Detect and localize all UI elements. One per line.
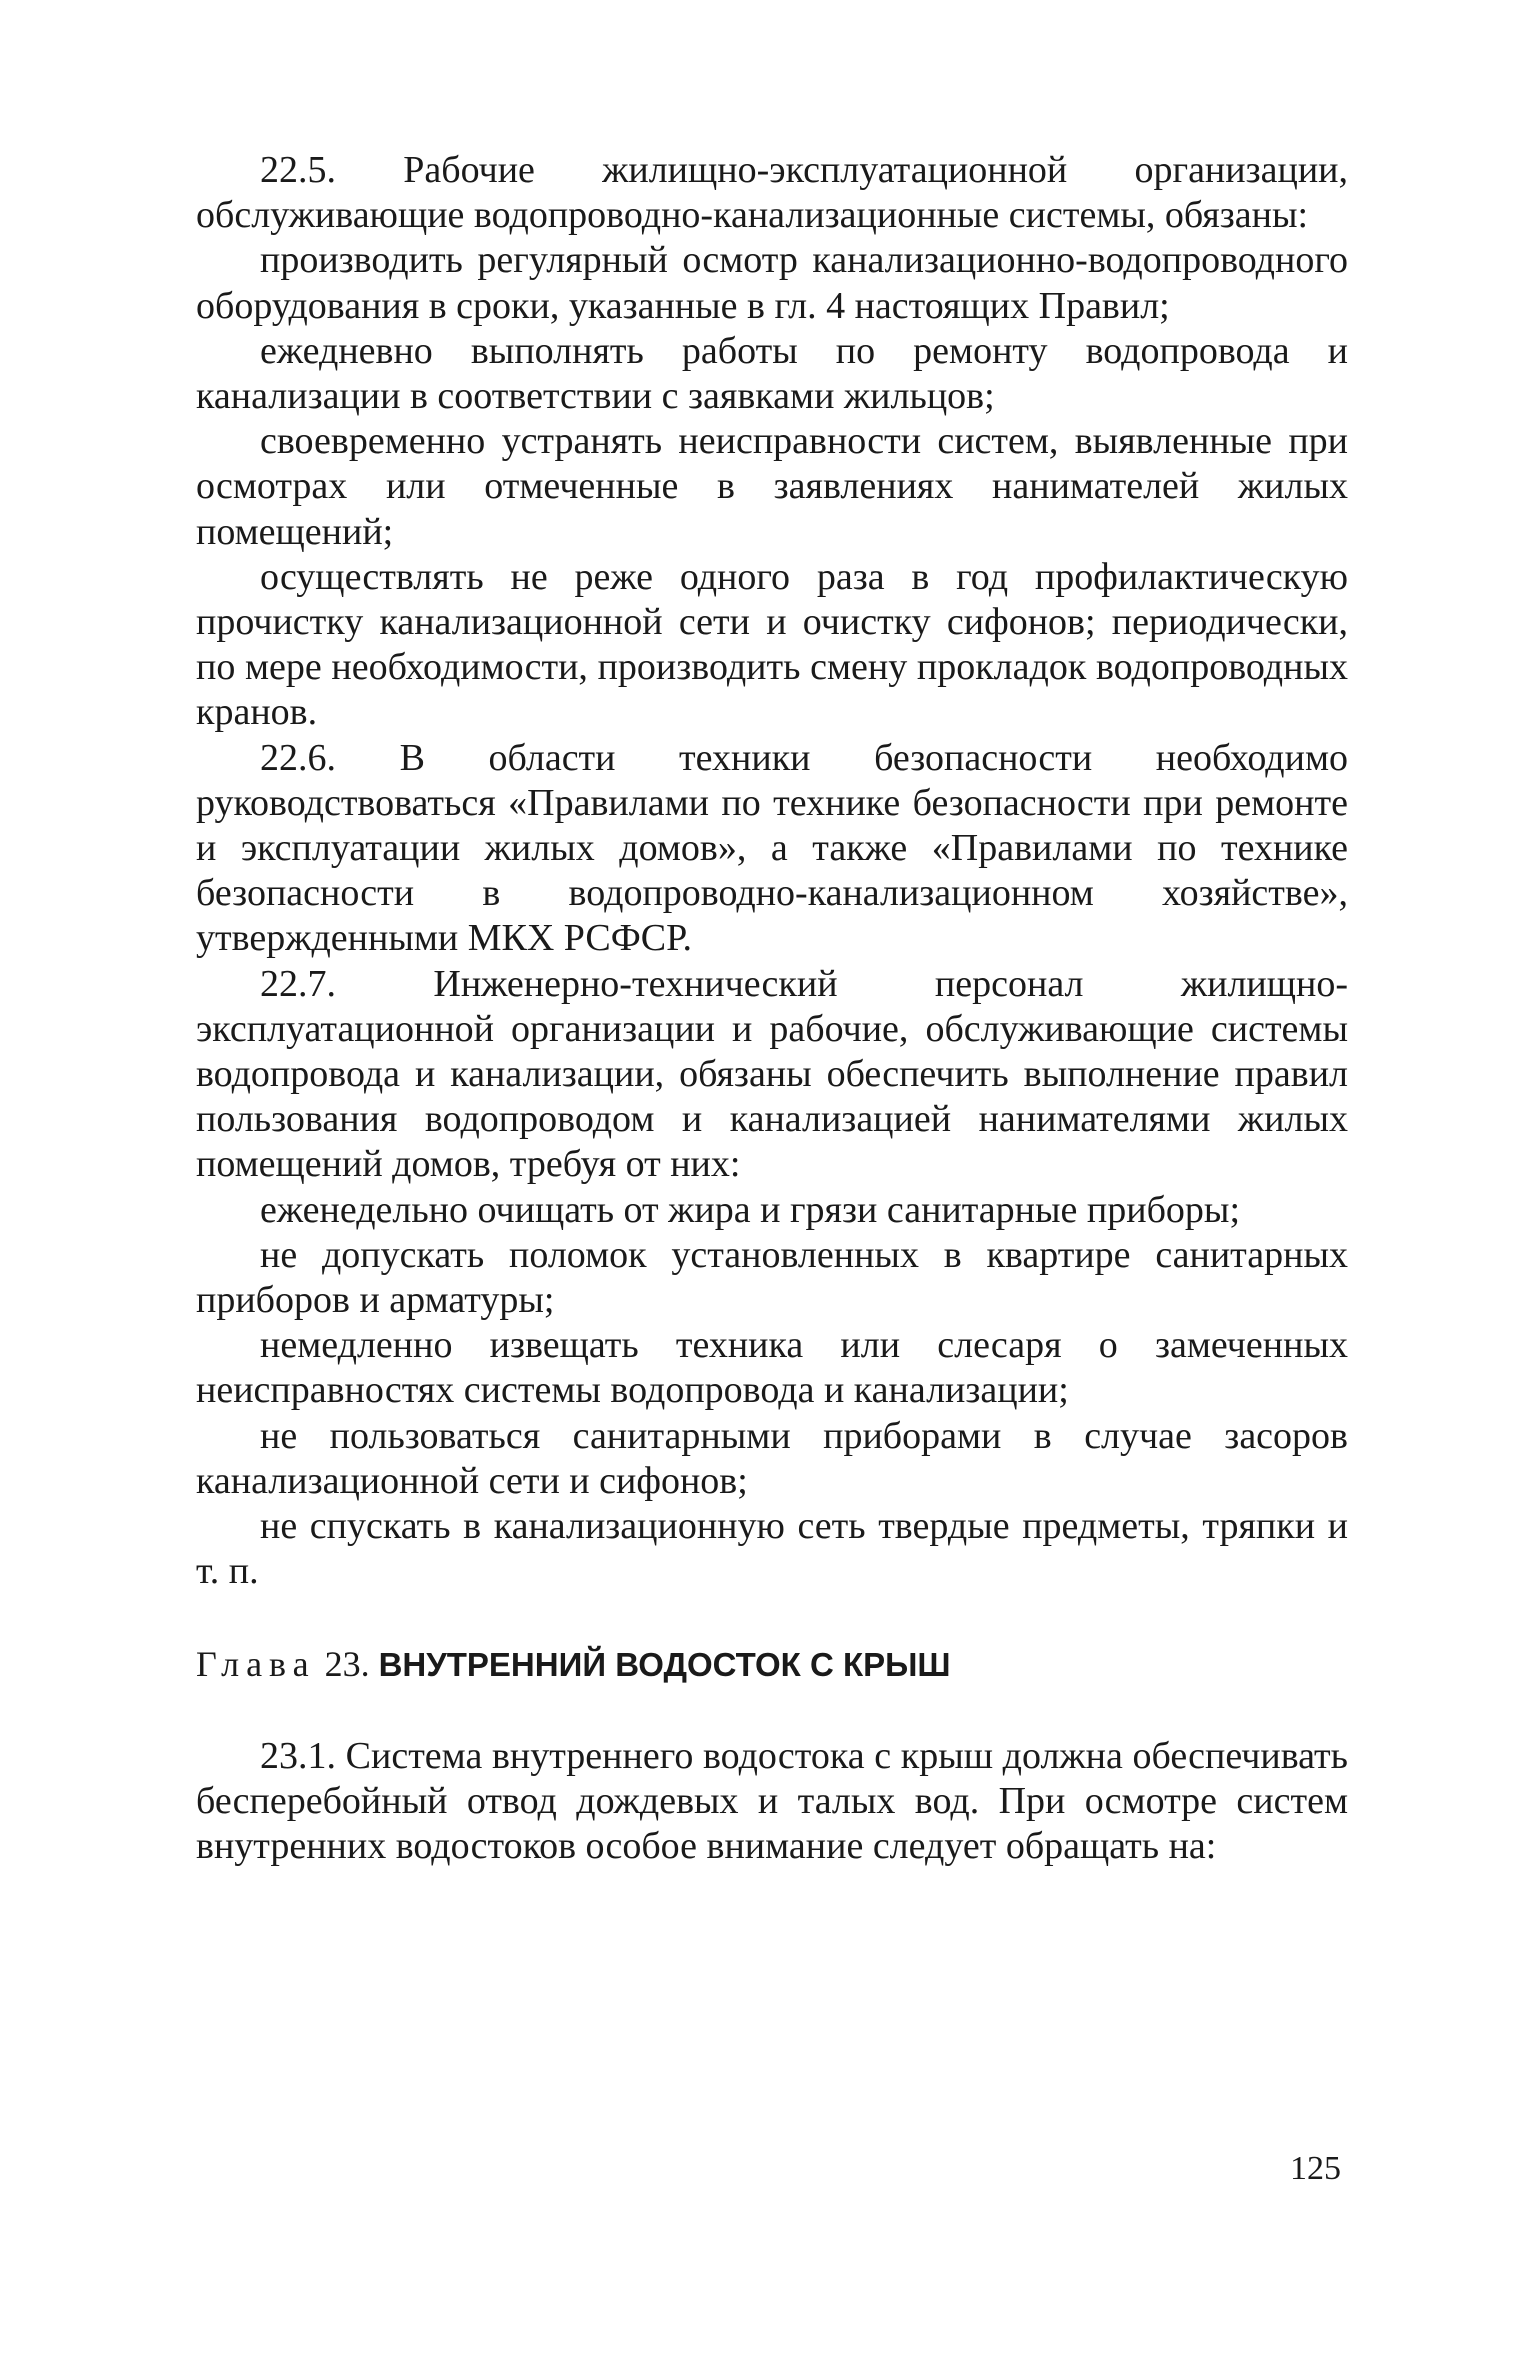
paragraph-22-5: 22.5. Рабочие жилищно-эксплуатационной организации, обслуживающие водопроводно-канализационные системы, обязаны: [196, 149, 1348, 237]
paragraph-cleaning: осуществлять не реже одного раза в год профилактическую прочистку канализационной сети и очистку сифонов; периодически, по мере необходимости, производить смену прокладок водопроводных кранов. [196, 555, 1348, 734]
chapter-label: Глава [196, 1643, 316, 1684]
chapter-number: 23. [324, 1643, 370, 1684]
paragraph-23-1: 23.1. Система внутреннего водостока с крыш должна обеспечивать бесперебойный отвод дождевых и талых вод. При осмотре систем внутренних водостоков особое внимание следует обращать на: [196, 1734, 1348, 1867]
chapter-heading [196, 1641, 1348, 1688]
paragraph-inspection: производить регулярный осмотр канализационно-водопроводного оборудования в сроки, указанные в гл. 4 настоящих Правил; [196, 239, 1348, 327]
paragraph-22-7: 22.7. Инженерно-технический персонал жилищно-эксплуатационной организации и рабочие, обслуживающие системы водопровода и канализации, обязаны обеспечить выполнение правил пользования водопроводом и канализацией нанимателями жилых помещений домов, требуя от них: [196, 962, 1348, 1186]
page-number: 125 [1290, 2150, 1341, 2187]
paragraph-daily-repair: ежедневно выполнять работы по ремонту водопровода и канализации в соответствии с заявками жильцов; [196, 329, 1348, 418]
paragraph-notify: немедленно извещать техника или слесаря о замеченных неисправностях системы водопровода и канализации; [196, 1324, 1348, 1412]
paragraph-no-use: не пользоваться санитарными приборами в случае засоров канализационной сети и сифонов; [196, 1414, 1348, 1502]
paragraph-no-damage: не допускать поломок установленных в квартире санитарных приборов и арматуры; [196, 1233, 1348, 1322]
chapter-title: ВНУТРЕННИЙ ВОДОСТОК С КРЫШ [378, 1645, 951, 1683]
paragraph-fix-faults: своевременно устранять неисправности систем, выявленные при осмотрах или отмеченные в заявлениях нанимателей жилых помещений; [196, 420, 1348, 553]
paragraph-22-6: 22.6. В области техники безопасности необходимо руководствоваться «Правилами по технике безопасности при ремонте и эксплуатации жилых домов», а также «Правилами по технике безопасности в водопроводно-канализационном хозяйстве», утвержденными МКХ РСФСР. [196, 736, 1348, 960]
paragraph-no-solids: не спускать в канализационную сеть твердые предметы, тряпки и т. п. [196, 1505, 1348, 1593]
paragraph-weekly-clean: еженедельно очищать от жира и грязи санитарные приборы; [260, 1188, 1241, 1231]
page-body [196, 148, 1348, 1869]
